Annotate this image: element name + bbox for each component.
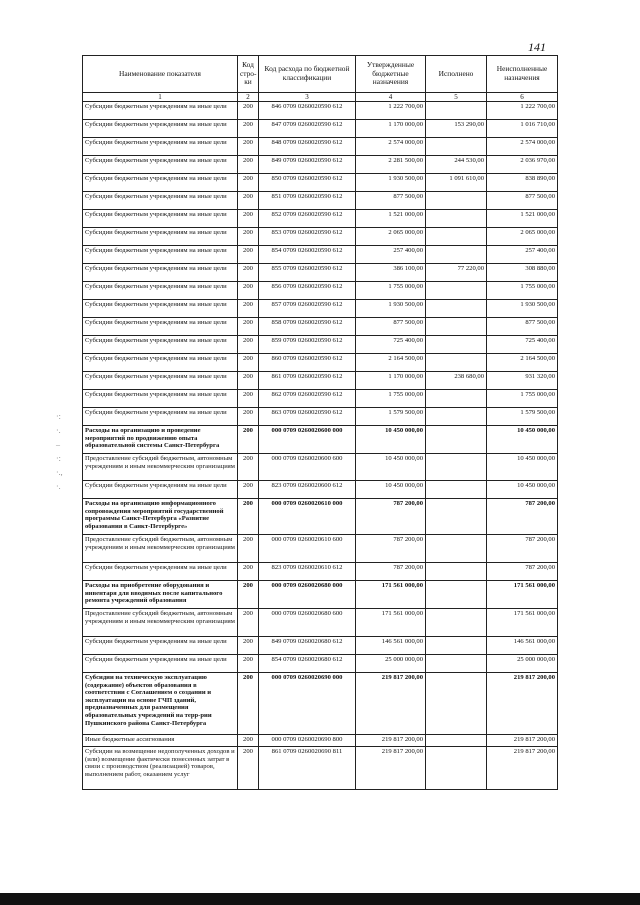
row-name: Субсидии бюджетным учреждениям на иные цели [83,318,238,336]
row-class-code: 853 0709 0260020590 612 [259,228,356,246]
row-executed [426,581,487,609]
row-name: Субсидии бюджетным учреждениям на иные цели [83,120,238,138]
row-executed: 153 290,00 [426,120,487,138]
row-name: Субсидии бюджетным учреждениям на иные цели [83,210,238,228]
row-unexecuted: 171 561 000,00 [487,609,558,637]
margin-mark: ·: [56,454,61,463]
row-line-code: 200 [238,747,259,790]
row-executed [426,336,487,354]
col-header-class-code: Код расхода по бюджетной классификации [259,56,356,93]
row-class-code: 862 0709 0260020590 612 [259,390,356,408]
row-name: Иные бюджетные ассигнования [83,735,238,747]
row-line-code: 200 [238,581,259,609]
row-unexecuted: 877 500,00 [487,318,558,336]
row-class-code: 000 0709 0260020690 000 [259,673,356,735]
row-class-code: 847 0709 0260020590 612 [259,120,356,138]
row-class-code: 858 0709 0260020590 612 [259,318,356,336]
row-line-code: 200 [238,282,259,300]
row-approved: 171 561 000,00 [356,609,426,637]
row-unexecuted: 10 450 000,00 [487,454,558,481]
row-unexecuted: 838 890,00 [487,174,558,192]
row-approved: 171 561 000,00 [356,581,426,609]
table-row [83,336,558,354]
row-line-code: 200 [238,609,259,637]
row-class-code: 849 0709 0260020680 612 [259,637,356,655]
row-class-code: 859 0709 0260020590 612 [259,336,356,354]
row-unexecuted: 2 164 500,00 [487,354,558,372]
budget-table [82,55,558,790]
col-header-name: Наименование показателя [83,56,238,93]
table-row [83,563,558,581]
row-class-code: 000 0709 0260020610 000 [259,499,356,535]
row-class-code: 848 0709 0260020590 612 [259,138,356,156]
row-name: Субсидии бюджетным учреждениям на иные цели [83,228,238,246]
row-line-code: 200 [238,735,259,747]
row-executed [426,563,487,581]
row-executed [426,735,487,747]
row-approved: 10 450 000,00 [356,454,426,481]
row-line-code: 200 [238,210,259,228]
row-unexecuted: 146 561 000,00 [487,637,558,655]
row-executed [426,655,487,673]
table-row [83,673,558,735]
row-class-code: 855 0709 0260020590 612 [259,264,356,282]
table-row [83,454,558,481]
col-number: 6 [487,93,558,102]
row-name: Субсидии бюджетным учреждениям на иные цели [83,408,238,426]
margin-mark: ·: [56,412,61,421]
row-approved: 219 817 200,00 [356,747,426,790]
row-approved: 1 222 700,00 [356,102,426,120]
row-class-code: 846 0709 0260020590 612 [259,102,356,120]
margin-mark: ·. [56,482,61,491]
row-executed [426,499,487,535]
row-class-code: 856 0709 0260020590 612 [259,282,356,300]
table-row [83,609,558,637]
row-approved: 1 521 000,00 [356,210,426,228]
row-name: Предоставление субсидий бюджетным, автономным учреждениям и иным некоммерческим организациям [83,535,238,563]
row-approved: 219 817 200,00 [356,735,426,747]
row-executed [426,210,487,228]
row-name: Субсидии бюджетным учреждениям на иные цели [83,102,238,120]
row-unexecuted: 1 755 000,00 [487,390,558,408]
table-row [83,581,558,609]
table-row [83,655,558,673]
row-class-code: 823 0709 0260020610 612 [259,563,356,581]
row-unexecuted: 1 521 000,00 [487,210,558,228]
row-class-code: 857 0709 0260020590 612 [259,300,356,318]
row-line-code: 200 [238,156,259,174]
row-line-code: 200 [238,372,259,390]
row-name: Расходы на организацию и проведение мероприятий по продвижению опыта образовательной системы Санкт-Петербурга [83,426,238,454]
row-class-code: 860 0709 0260020590 612 [259,354,356,372]
row-name: Субсидии бюджетным учреждениям на иные цели [83,174,238,192]
row-unexecuted: 787 200,00 [487,499,558,535]
row-approved: 1 930 500,00 [356,300,426,318]
row-class-code: 000 0709 0260020610 600 [259,535,356,563]
row-approved: 2 164 500,00 [356,354,426,372]
table-row [83,210,558,228]
table-row [83,102,558,120]
col-number: 1 [83,93,238,102]
table-row [83,300,558,318]
row-unexecuted: 219 817 200,00 [487,735,558,747]
row-executed: 238 680,00 [426,372,487,390]
row-executed [426,609,487,637]
row-unexecuted: 1 222 700,00 [487,102,558,120]
row-unexecuted: 308 880,00 [487,264,558,282]
row-approved: 386 100,00 [356,264,426,282]
row-approved: 1 170 000,00 [356,120,426,138]
row-executed [426,228,487,246]
row-class-code: 849 0709 0260020590 612 [259,156,356,174]
table-row [83,747,558,790]
margin-mark: – [56,440,60,449]
row-executed [426,138,487,156]
row-executed [426,192,487,210]
row-class-code: 823 0709 0260020600 612 [259,481,356,499]
row-approved: 257 400,00 [356,246,426,264]
row-line-code: 200 [238,535,259,563]
row-approved: 1 930 500,00 [356,174,426,192]
row-name: Субсидии бюджетным учреждениям на иные цели [83,246,238,264]
row-line-code: 200 [238,426,259,454]
row-name: Субсидии бюджетным учреждениям на иные цели [83,655,238,673]
row-class-code: 850 0709 0260020590 612 [259,174,356,192]
col-header-line-code: Код стро-ки [238,56,259,93]
row-executed [426,390,487,408]
table-row [83,246,558,264]
table-row [83,637,558,655]
row-line-code: 200 [238,174,259,192]
table-row [83,354,558,372]
row-line-code: 200 [238,120,259,138]
row-unexecuted: 171 561 000,00 [487,581,558,609]
row-approved: 10 450 000,00 [356,481,426,499]
row-executed: 244 530,00 [426,156,487,174]
row-line-code: 200 [238,499,259,535]
row-executed [426,481,487,499]
row-unexecuted: 2 574 000,00 [487,138,558,156]
row-class-code: 861 0709 0260020690 811 [259,747,356,790]
row-unexecuted: 2 065 000,00 [487,228,558,246]
row-executed [426,102,487,120]
row-line-code: 200 [238,246,259,264]
table-row [83,282,558,300]
row-unexecuted: 219 817 200,00 [487,747,558,790]
row-class-code: 000 0709 0260020680 000 [259,581,356,609]
table-row [83,390,558,408]
row-unexecuted: 2 036 970,00 [487,156,558,174]
row-line-code: 200 [238,264,259,282]
row-unexecuted: 10 450 000,00 [487,426,558,454]
row-unexecuted: 787 200,00 [487,535,558,563]
row-approved: 877 500,00 [356,318,426,336]
row-unexecuted: 219 817 200,00 [487,673,558,735]
col-number: 2 [238,93,259,102]
row-approved: 25 000 000,00 [356,655,426,673]
row-class-code: 000 0709 0260020600 000 [259,426,356,454]
row-name: Субсидии бюджетным учреждениям на иные цели [83,481,238,499]
row-name: Субсидии на возмещение недополученных доходов и (или) возмещение фактически понесенных затрат в связи с производством (реализацией) товаров, выполнением работ, оказанием услуг [83,747,238,790]
table-row [83,120,558,138]
row-class-code: 000 0709 0260020600 600 [259,454,356,481]
table-row [83,228,558,246]
row-name: Субсидии бюджетным учреждениям на иные цели [83,390,238,408]
row-name: Субсидии бюджетным учреждениям на иные цели [83,282,238,300]
table-row [83,499,558,535]
row-name: Субсидии бюджетным учреждениям на иные цели [83,372,238,390]
row-approved: 787 200,00 [356,535,426,563]
table-row [83,735,558,747]
row-line-code: 200 [238,102,259,120]
table-row [83,426,558,454]
row-name: Субсидии бюджетным учреждениям на иные цели [83,637,238,655]
row-name: Субсидии бюджетным учреждениям на иные цели [83,156,238,174]
row-unexecuted: 931 320,00 [487,372,558,390]
row-approved: 1 170 000,00 [356,372,426,390]
row-line-code: 200 [238,318,259,336]
col-number: 4 [356,93,426,102]
margin-marks [56,410,63,494]
row-line-code: 200 [238,637,259,655]
row-executed [426,747,487,790]
row-class-code: 854 0709 0260020590 612 [259,246,356,264]
col-header-executed: Исполнено [426,56,487,93]
row-line-code: 200 [238,192,259,210]
row-line-code: 200 [238,390,259,408]
row-approved: 1 755 000,00 [356,282,426,300]
row-approved: 725 400,00 [356,336,426,354]
row-approved: 219 817 200,00 [356,673,426,735]
row-class-code: 863 0709 0260020590 612 [259,408,356,426]
row-approved: 2 065 000,00 [356,228,426,246]
row-line-code: 200 [238,481,259,499]
table-row [83,372,558,390]
column-number-row [83,93,558,102]
row-executed [426,282,487,300]
row-line-code: 200 [238,228,259,246]
row-line-code: 200 [238,354,259,372]
col-number: 5 [426,93,487,102]
row-executed [426,354,487,372]
col-number: 3 [259,93,356,102]
row-executed [426,535,487,563]
col-header-approved: Утвержденные бюджетные назначения [356,56,426,93]
header-row [83,56,558,93]
table-row [83,481,558,499]
table-row [83,138,558,156]
row-executed [426,454,487,481]
row-class-code: 000 0709 0260020690 800 [259,735,356,747]
row-name: Расходы на приобретение оборудования и инвентаря для вводимых после капитального ремонта учреждений образования [83,581,238,609]
table-body [83,102,558,790]
row-class-code: 000 0709 0260020680 600 [259,609,356,637]
table-row [83,174,558,192]
table-row [83,156,558,174]
row-unexecuted: 257 400,00 [487,246,558,264]
table-row [83,408,558,426]
margin-mark: ·., [56,468,63,477]
table-row [83,264,558,282]
scan-edge-bar [0,893,640,905]
row-line-code: 200 [238,300,259,318]
row-unexecuted: 1 016 710,00 [487,120,558,138]
row-unexecuted: 1 930 500,00 [487,300,558,318]
row-line-code: 200 [238,336,259,354]
row-approved: 2 281 500,00 [356,156,426,174]
row-executed [426,426,487,454]
row-line-code: 200 [238,673,259,735]
row-unexecuted: 1 755 000,00 [487,282,558,300]
row-executed [426,673,487,735]
row-executed [426,637,487,655]
row-name: Субсидии на техническую эксплуатацию (содержание) объектов образования в соответствии с Соглашением о создании и эксплуатации на основе ГЧП зданий, предназначенных для размещения образовательных учреждений на терр-рии Пушкинского района Санкт-Петербурга [83,673,238,735]
row-executed: 77 220,00 [426,264,487,282]
row-executed: 1 091 610,00 [426,174,487,192]
row-unexecuted: 725 400,00 [487,336,558,354]
row-class-code: 852 0709 0260020590 612 [259,210,356,228]
col-header-unexecuted: Неисполненные назначения [487,56,558,93]
row-executed [426,300,487,318]
row-executed [426,408,487,426]
row-line-code: 200 [238,138,259,156]
row-name: Субсидии бюджетным учреждениям на иные цели [83,192,238,210]
row-approved: 877 500,00 [356,192,426,210]
row-approved: 787 200,00 [356,499,426,535]
row-approved: 146 561 000,00 [356,637,426,655]
row-name: Субсидии бюджетным учреждениям на иные цели [83,300,238,318]
row-unexecuted: 10 450 000,00 [487,481,558,499]
row-line-code: 200 [238,655,259,673]
row-class-code: 851 0709 0260020590 612 [259,192,356,210]
row-name: Субсидии бюджетным учреждениям на иные цели [83,336,238,354]
row-approved: 1 755 000,00 [356,390,426,408]
row-approved: 10 450 000,00 [356,426,426,454]
row-unexecuted: 1 579 500,00 [487,408,558,426]
row-approved: 2 574 000,00 [356,138,426,156]
row-unexecuted: 877 500,00 [487,192,558,210]
table-row [83,192,558,210]
row-approved: 787 200,00 [356,563,426,581]
row-executed [426,318,487,336]
row-line-code: 200 [238,563,259,581]
row-name: Предоставление субсидий бюджетным, автономным учреждениям и иным некоммерческим организациям [83,609,238,637]
row-name: Субсидии бюджетным учреждениям на иные цели [83,138,238,156]
row-name: Субсидии бюджетным учреждениям на иные цели [83,264,238,282]
row-name: Субсидии бюджетным учреждениям на иные цели [83,563,238,581]
row-class-code: 861 0709 0260020590 612 [259,372,356,390]
row-class-code: 854 0709 0260020680 612 [259,655,356,673]
row-name: Предоставление субсидий бюджетным, автономным учреждениям и иным некоммерческим организациям [83,454,238,481]
row-line-code: 200 [238,408,259,426]
page-number: 141 [528,40,546,54]
table-row [83,535,558,563]
table-row [83,318,558,336]
margin-mark: ·. [56,426,61,435]
row-name: Субсидии бюджетным учреждениям на иные цели [83,354,238,372]
row-unexecuted: 25 000 000,00 [487,655,558,673]
row-approved: 1 579 500,00 [356,408,426,426]
row-name: Расходы на организацию информационного сопровождения мероприятий государственной программы Санкт-Петербурга «Развитие образования в Санкт-Петербурге» [83,499,238,535]
row-line-code: 200 [238,454,259,481]
row-executed [426,246,487,264]
row-unexecuted: 787 200,00 [487,563,558,581]
